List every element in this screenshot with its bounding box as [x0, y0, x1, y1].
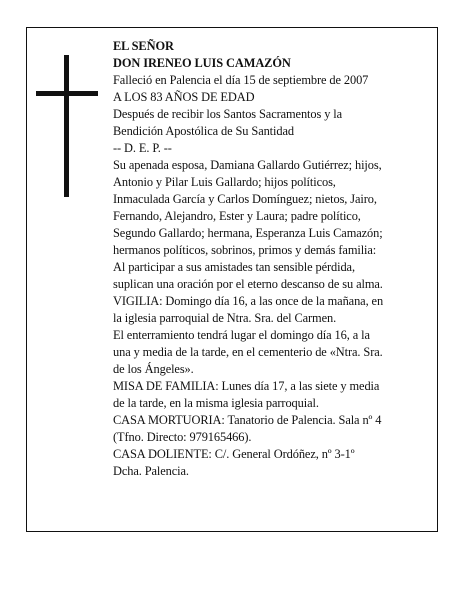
- mourning-house-line: CASA DOLIENTE: C/. General Ordóñez, nº 3-1º: [113, 447, 355, 461]
- family-line: Antonio y Pilar Luis Gallardo; hijos políticos,: [113, 175, 336, 189]
- burial-line: una y media de la tarde, en el cementerio de «Ntra. Sra.: [113, 345, 383, 359]
- family-line: Segundo Gallardo; hermana, Esperanza Luis Camazón;: [113, 226, 383, 240]
- family-line: Su apenada esposa, Damiana Gallardo Gutiérrez; hijos,: [113, 158, 382, 172]
- family-line: hermanos políticos, sobrinos, primos y demás familia:: [113, 243, 377, 257]
- cross-vertical-bar: [64, 55, 69, 197]
- funeral-home-line: CASA MORTUORIA: Tanatorio de Palencia. Sala nº 4: [113, 413, 382, 427]
- burial-line: de los Ángeles».: [113, 362, 194, 376]
- death-date-line: Falleció en Palencia el día 15 de septiembre de 2007: [113, 73, 369, 87]
- family-line: Fernando, Alejandro, Ester y Laura; padre político,: [113, 209, 361, 223]
- family-mass-line: de la tarde, en la misma iglesia parroquial.: [113, 396, 319, 410]
- mourning-house-line: Dcha. Palencia.: [113, 464, 189, 478]
- prayer-line: suplican una oración por el eterno descanso de su alma.: [113, 277, 383, 291]
- title-line-1: EL SEÑOR: [113, 39, 174, 53]
- rip-line: -- D. E. P. --: [113, 141, 172, 155]
- vigil-line: VIGILIA: Domingo día 16, a las once de la mañana, en: [113, 294, 384, 308]
- obituary-text: [113, 38, 433, 480]
- burial-line: El enterramiento tendrá lugar el domingo día 16, a la: [113, 328, 370, 342]
- family-line: Inmaculada García y Carlos Domínguez; nietos, Jairo,: [113, 192, 377, 206]
- prayer-line: Al participar a sus amistades tan sensible pérdida,: [113, 260, 355, 274]
- funeral-home-line: (Tfno. Directo: 979165466).: [113, 430, 252, 444]
- vigil-line: la iglesia parroquial de Ntra. Sra. del Carmen.: [113, 311, 337, 325]
- sacraments-line-2: Bendición Apostólica de Su Santidad: [113, 124, 294, 138]
- latin-cross-icon: [36, 55, 98, 197]
- sacraments-line-1: Después de recibir los Santos Sacramentos y la: [113, 107, 343, 121]
- cross-horizontal-bar: [36, 91, 98, 96]
- family-mass-line: MISA DE FAMILIA: Lunes día 17, a las siete y media: [113, 379, 380, 393]
- deceased-name: DON IRENEO LUIS CAMAZÓN: [113, 56, 291, 70]
- age-line: A LOS 83 AÑOS DE EDAD: [113, 90, 255, 104]
